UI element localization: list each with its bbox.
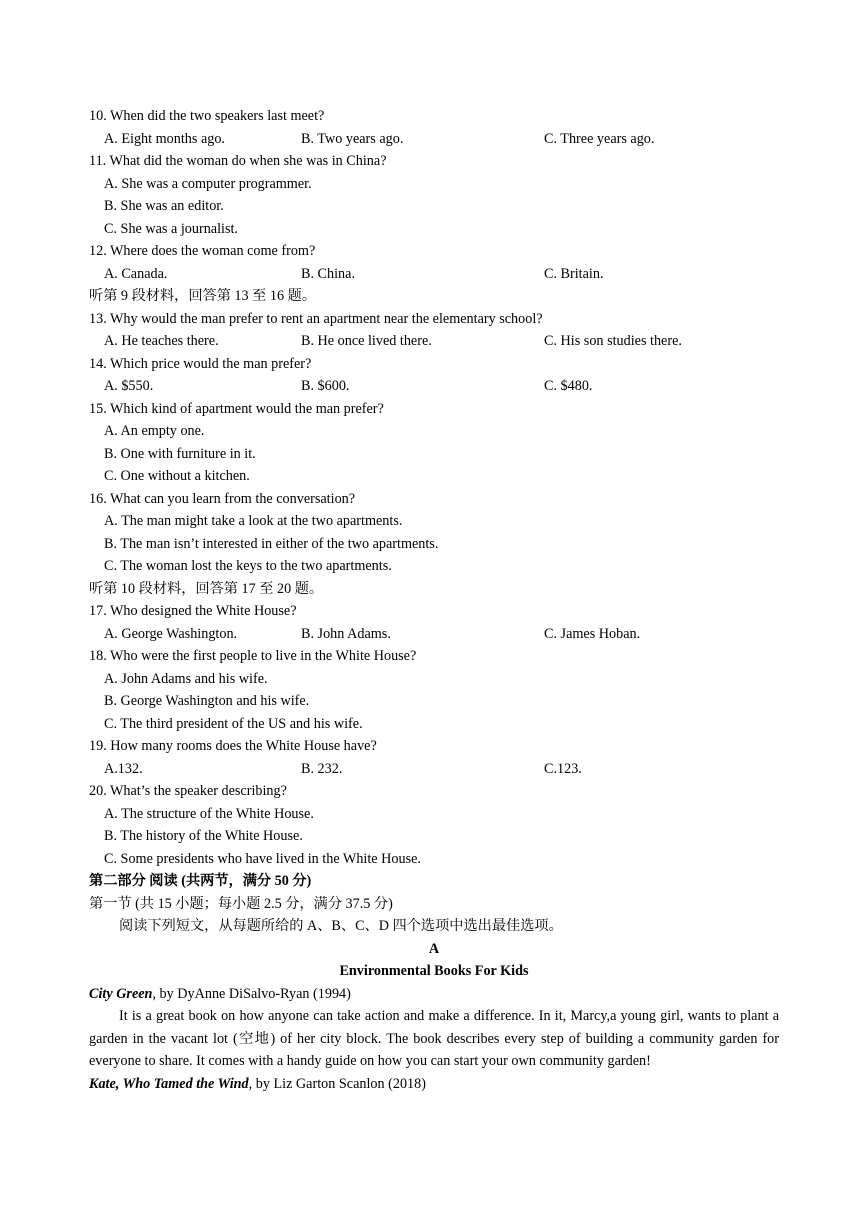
- option-row: [89, 330, 779, 353]
- option-b: B. The history of the White House.: [104, 828, 303, 844]
- option-row: [89, 623, 779, 646]
- book-title: Kate, Who Tamed the Wind: [89, 1075, 249, 1092]
- option-a: A. $550.: [104, 378, 154, 394]
- question-stem: 16. What can you learn from the conversation?: [89, 490, 356, 507]
- option-c: C. $480.: [544, 378, 593, 394]
- option-c: C. She was a journalist.: [104, 220, 238, 237]
- question-stem: 17. Who designed the White House?: [89, 603, 297, 619]
- question-stem: 12. Where does the woman come from?: [89, 243, 316, 259]
- book-entry: [89, 983, 779, 1006]
- option-a: A. An empty one.: [104, 423, 205, 439]
- option-a: A. The structure of the White House.: [104, 805, 314, 822]
- book-description: It is a great book on how anyone can take action and make a difference. In it, Marcy,a young girl, wants to plant a garden in the vacant lot (空地) of her city block. The book describes every step of building a community garden for everyone to share. It comes with a handy guide on how you can start your own community garden!: [89, 1008, 779, 1069]
- question-stem: 14. Which price would the man prefer?: [89, 355, 312, 372]
- option-a: A. John Adams and his wife.: [104, 670, 268, 687]
- question-stem: 10. When did the two speakers last meet?: [89, 108, 325, 124]
- option-a: A. Canada.: [104, 265, 168, 282]
- book-meta: , by Liz Garton Scanlon (2018): [248, 1075, 426, 1092]
- question-stem: 11. What did the woman do when she was in China?: [89, 153, 387, 169]
- section-heading: 第一节 (共 15 小题；每小题 2.5 分，满分 37.5 分): [89, 895, 393, 912]
- reading-directions: 阅读下列短文，从每题所给的 A、B、C、D 四个选项中选出最佳选项。: [119, 918, 563, 934]
- option-a: A. George Washington.: [104, 625, 238, 642]
- option-a: A. He teaches there.: [104, 333, 219, 349]
- question-stem: 15. Which kind of apartment would the man prefer?: [89, 400, 384, 417]
- book-meta: , by DyAnne DiSalvo-Ryan (1994): [152, 985, 351, 1002]
- option-c: C. Some presidents who have lived in the White House.: [104, 850, 421, 867]
- option-c: C. Three years ago.: [544, 130, 655, 147]
- book-title: City Green: [89, 985, 153, 1002]
- question-stem: 20. What’s the speaker describing?: [89, 783, 287, 799]
- option-c: C. The third president of the US and his wife.: [104, 715, 363, 732]
- question-stem: 18. Who were the first people to live in the White House?: [89, 648, 417, 664]
- option-b: B. $600.: [301, 378, 350, 394]
- option-a: A. She was a computer programmer.: [104, 175, 312, 192]
- passage-title: Environmental Books For Kids: [339, 963, 529, 979]
- option-b: B. China.: [301, 265, 355, 282]
- listening-instruction: 听第 10 段材料，回答第 17 至 20 题。: [89, 580, 324, 597]
- option-b: B. He once lived there.: [301, 333, 432, 349]
- option-c: C. One without a kitchen.: [104, 468, 250, 484]
- option-row: [89, 758, 779, 781]
- option-b: B. John Adams.: [301, 625, 391, 642]
- option-b: B. She was an editor.: [104, 198, 224, 214]
- option-a: A. The man might take a look at the two apartments.: [104, 513, 403, 529]
- option-b: B. Two years ago.: [301, 130, 404, 147]
- option-c: C. Britain.: [544, 265, 604, 282]
- option-a: A.132.: [104, 760, 143, 777]
- option-c: C. James Hoban.: [544, 625, 641, 642]
- option-b: B. George Washington and his wife.: [104, 693, 310, 709]
- listening-instruction: 听第 9 段材料，回答第 13 至 16 题。: [89, 288, 317, 304]
- part-heading: 第二部分 阅读 (共两节，满分 50 分): [89, 873, 312, 889]
- option-b: B. 232.: [301, 760, 343, 777]
- option-row: [89, 263, 779, 286]
- option-c: C. The woman lost the keys to the two apartments.: [104, 558, 392, 574]
- option-c: C.123.: [544, 760, 582, 777]
- passage-letter: A: [428, 940, 440, 957]
- option-a: A. Eight months ago.: [104, 130, 225, 147]
- page-content: [89, 105, 779, 1095]
- book-entry: [89, 1073, 779, 1096]
- option-b: B. The man isn’t interested in either of the two apartments.: [104, 535, 439, 552]
- option-b: B. One with furniture in it.: [104, 445, 256, 462]
- option-row: [89, 128, 779, 151]
- question-stem: 13. Why would the man prefer to rent an apartment near the elementary school?: [89, 310, 543, 327]
- option-row: [89, 375, 779, 398]
- option-c: C. His son studies there.: [544, 333, 682, 349]
- question-stem: 19. How many rooms does the White House have?: [89, 738, 377, 754]
